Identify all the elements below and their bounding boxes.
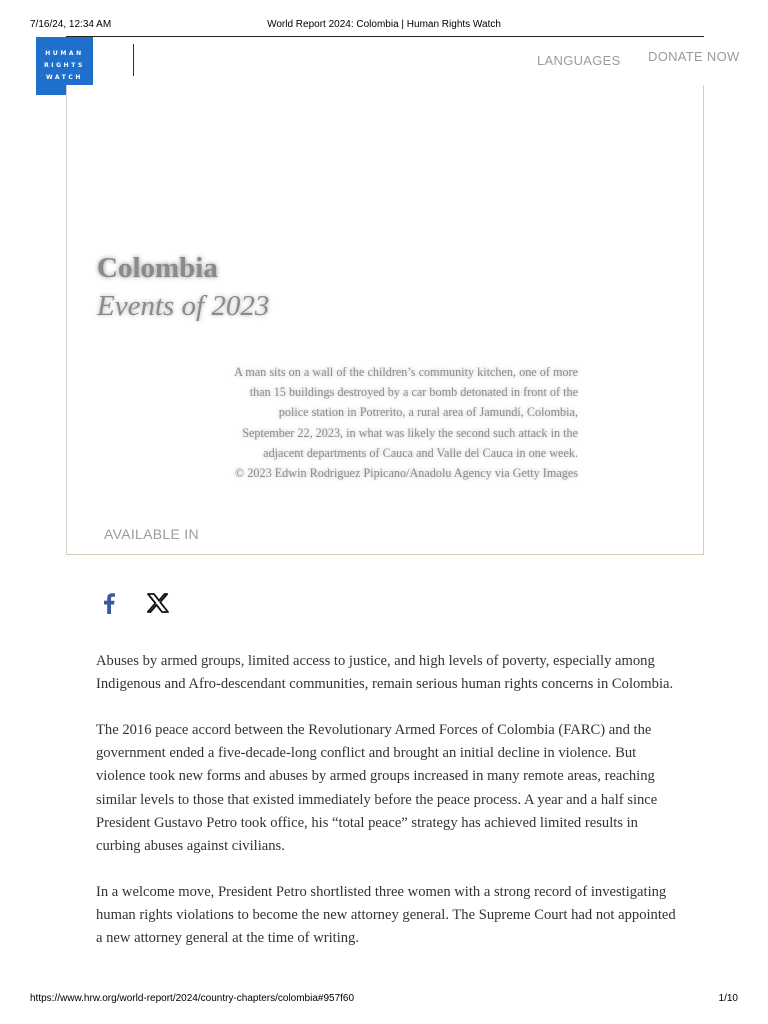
- facebook-share-button[interactable]: [103, 592, 115, 614]
- logo-line-3: WATCH: [45, 74, 84, 81]
- article-paragraph: Abuses by armed groups, limited access to justice, and high levels of poverty, especially among Indigenous and Afro-descendant communities, remain serious human rights concerns in Colombia.: [96, 653, 674, 693]
- caption-credit: © 2023 Edwin Rodriguez Pipicano/Anadolu Agency via Getty Images: [235, 466, 578, 481]
- print-page-number: 1/10: [718, 993, 738, 1004]
- caption-line: than 15 buildings destroyed by a car bomb detonated in front of the: [249, 385, 578, 400]
- caption-line: adjacent departments of Cauca and Valle del Cauca in one week.: [263, 445, 578, 460]
- hero-banner: [66, 85, 704, 555]
- print-page-title: World Report 2024: Colombia | Human Rights Watch: [267, 19, 501, 30]
- page-subtitle: Events of 2023: [97, 290, 270, 322]
- caption-line: September 22, 2023, in what was likely the second such attack in the: [242, 425, 578, 440]
- x-icon: [147, 593, 169, 613]
- header-rule: [66, 36, 704, 37]
- article-paragraph: The 2016 peace accord between the Revolutionary Armed Forces of Colombia (FARC) and the government ended a five-decade-long conflict and brought an initial decline in violence. But violence took new forms and abuses by armed groups increased in many remote areas, reaching similar levels to those that existed immediately before the peace process. A year and a half since President Gustavo Petro took office, his “total peace” strategy has achieved limited results in curbing abuses against civilians.: [96, 722, 658, 854]
- logo-line-2: RIGHTS: [44, 62, 85, 69]
- article-body: [96, 650, 681, 973]
- print-footer: [0, 993, 768, 1007]
- print-header: [0, 19, 768, 33]
- languages-link[interactable]: LANGUAGES: [537, 53, 621, 68]
- print-url: https://www.hrw.org/world-report/2024/country-chapters/colombia#957f60: [30, 993, 355, 1004]
- donate-now-link[interactable]: DONATE NOW: [648, 49, 740, 64]
- logo-line-1: HUMAN: [45, 50, 84, 57]
- available-in-label[interactable]: AVAILABLE IN: [104, 526, 199, 542]
- page-title: Colombia: [97, 252, 218, 284]
- caption-line: A man sits on a wall of the children’s community kitchen, one of more: [234, 365, 578, 379]
- print-datetime: 7/16/24, 12:34 AM: [30, 19, 112, 30]
- article-paragraph: In a welcome move, President Petro shortlisted three women with a strong record of investigating human rights violations to become the new attorney general. The Supreme Court had not appointed a new attorney general at the time of writing.: [96, 883, 676, 947]
- hero-image-caption: [191, 362, 578, 483]
- facebook-icon: [103, 592, 115, 614]
- share-bar: [103, 592, 169, 614]
- logo-divider: [133, 44, 134, 76]
- x-share-button[interactable]: [147, 593, 169, 613]
- caption-line: police station in Potrerito, a rural area of Jamundí, Colombia,: [278, 405, 578, 420]
